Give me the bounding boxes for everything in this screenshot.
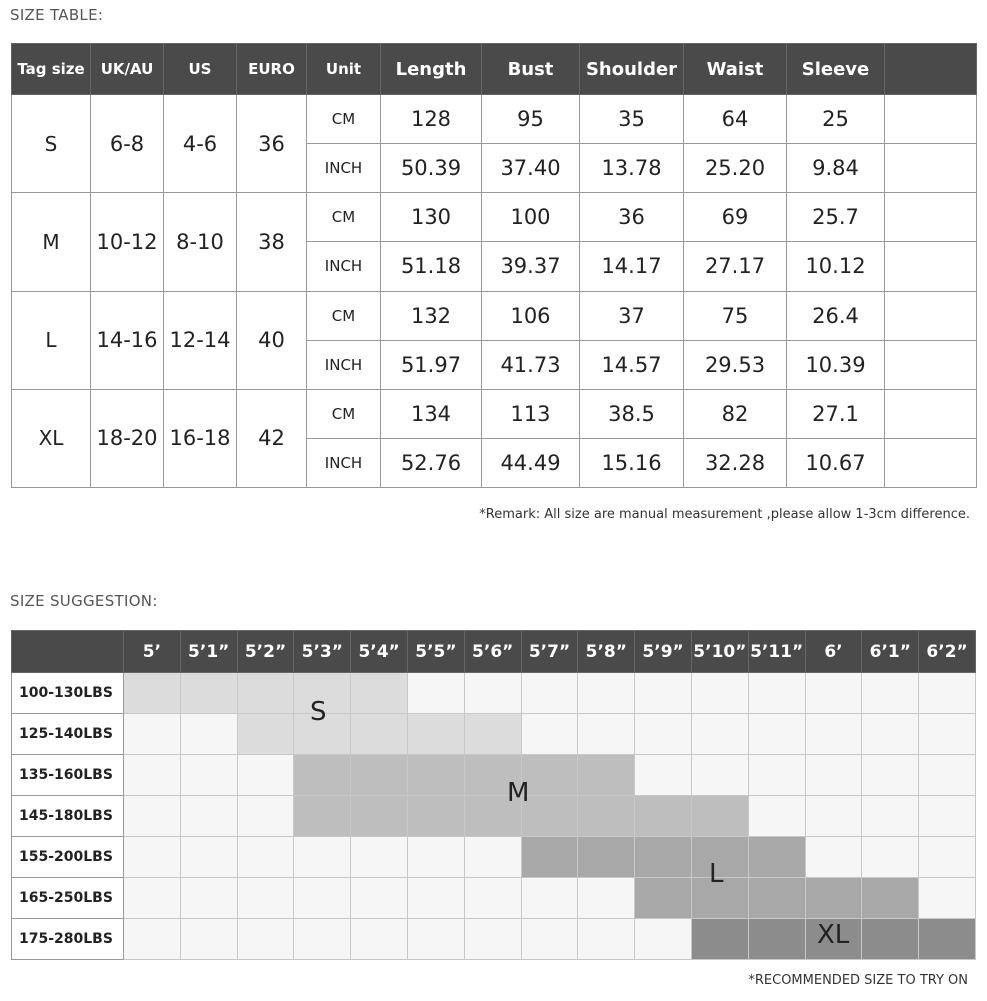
measurement-cell: 106 (482, 291, 580, 340)
grid-cell (805, 878, 862, 919)
grid-cell (635, 755, 692, 796)
size-table-header-row (12, 44, 977, 95)
grid-cell (237, 919, 294, 960)
grid-cell (635, 919, 692, 960)
grid-cell (124, 714, 181, 755)
measurement-cell: 113 (482, 389, 580, 438)
grid-cell (805, 755, 862, 796)
grid-cell (748, 755, 805, 796)
header-tag-size: Tag size (12, 44, 91, 95)
grid-cell (407, 837, 464, 878)
unit-cell: CM (307, 95, 381, 144)
measurement-cell: 44.49 (482, 438, 580, 487)
grid-cell (407, 714, 464, 755)
grid-cell (351, 673, 408, 714)
grid-cell (919, 796, 976, 837)
grid-cell (635, 878, 692, 919)
header-bust: Bust (482, 44, 580, 95)
size-suggestion-remark: *RECOMMENDED SIZE TO TRY ON (748, 973, 968, 988)
grid-cell (919, 714, 976, 755)
weight-label: 135-160LBS (12, 755, 124, 796)
measurement-cell: 10.67 (787, 438, 885, 487)
measurement-cell: 36 (580, 193, 684, 242)
measurement-cell: 130 (381, 193, 482, 242)
grid-cell (578, 796, 635, 837)
measurement-cell: 95 (482, 95, 580, 144)
header-ukau: UK/AU (91, 44, 164, 95)
height-header-row (12, 631, 976, 673)
grid-cell (805, 837, 862, 878)
height-header: 6’ (805, 631, 862, 673)
measurement-cell: 38.5 (580, 389, 684, 438)
measurement-cell: 27.1 (787, 389, 885, 438)
height-header: 5’3” (294, 631, 351, 673)
empty-cell (885, 193, 977, 242)
grid-cell (237, 796, 294, 837)
grid-cell (919, 755, 976, 796)
size-row-cm (12, 95, 977, 144)
measurement-cell: 14.17 (580, 242, 684, 291)
grid-cell (805, 673, 862, 714)
grid-cell (464, 919, 521, 960)
weight-label: 125-140LBS (12, 714, 124, 755)
measurement-cell: 41.73 (482, 340, 580, 389)
measurement-cell: 64 (684, 95, 787, 144)
grid-cell (805, 714, 862, 755)
measurement-cell: 37 (580, 291, 684, 340)
measurement-cell: 27.17 (684, 242, 787, 291)
grid-cell (521, 673, 578, 714)
grid-cell (180, 755, 237, 796)
grid-cell (635, 714, 692, 755)
grid-cell (578, 755, 635, 796)
grid-cell (407, 796, 464, 837)
empty-cell (885, 144, 977, 193)
unit-cell: INCH (307, 438, 381, 487)
tag-size-cell: M (12, 193, 91, 291)
grid-cell (124, 919, 181, 960)
measurement-cell: 50.39 (381, 144, 482, 193)
grid-cell (691, 919, 748, 960)
grid-cell (351, 714, 408, 755)
height-header: 5’1” (180, 631, 237, 673)
grid-cell (578, 919, 635, 960)
weight-row (12, 673, 976, 714)
measurement-cell: 39.37 (482, 242, 580, 291)
grid-cell (237, 878, 294, 919)
unit-cell: INCH (307, 242, 381, 291)
grid-cell (521, 796, 578, 837)
grid-cell (407, 673, 464, 714)
measurement-cell: 25.20 (684, 144, 787, 193)
grid-cell (748, 796, 805, 837)
measurement-cell: 51.18 (381, 242, 482, 291)
grid-cell (919, 878, 976, 919)
grid-cell (464, 837, 521, 878)
tag-size-cell: L (12, 291, 91, 389)
grid-cell (237, 837, 294, 878)
measurement-cell: 10.39 (787, 340, 885, 389)
grid-cell (294, 796, 351, 837)
header-unit: Unit (307, 44, 381, 95)
weight-row (12, 878, 976, 919)
measurement-cell: 29.53 (684, 340, 787, 389)
empty-cell (885, 95, 977, 144)
measurement-cell: 10.12 (787, 242, 885, 291)
height-header: 5’9” (635, 631, 692, 673)
measurement-cell: 134 (381, 389, 482, 438)
grid-cell (578, 837, 635, 878)
height-header: 5’ (124, 631, 181, 673)
grid-cell (748, 714, 805, 755)
grid-cell (748, 673, 805, 714)
grid-cell (862, 878, 919, 919)
weight-row (12, 755, 976, 796)
grid-cell (521, 837, 578, 878)
grid-cell (180, 919, 237, 960)
grid-cell (635, 837, 692, 878)
empty-cell (885, 291, 977, 340)
us-cell: 4-6 (164, 95, 237, 193)
grid-cell (464, 673, 521, 714)
grid-cell (237, 673, 294, 714)
grid-cell (635, 796, 692, 837)
grid-cell (294, 919, 351, 960)
grid-cell (180, 837, 237, 878)
grid-cell (351, 919, 408, 960)
empty-cell (885, 438, 977, 487)
grid-cell (748, 919, 805, 960)
grid-cell (237, 755, 294, 796)
grid-cell (919, 919, 976, 960)
header-shoulder: Shoulder (580, 44, 684, 95)
empty-cell (885, 340, 977, 389)
grid-cell (351, 755, 408, 796)
unit-cell: INCH (307, 340, 381, 389)
grid-cell (691, 755, 748, 796)
grid-cell (124, 755, 181, 796)
grid-cell (862, 755, 919, 796)
grid-cell (464, 878, 521, 919)
size-suggestion-grid (11, 630, 976, 960)
measurement-cell: 25.7 (787, 193, 885, 242)
size-row-cm (12, 193, 977, 242)
height-header: 6’2” (919, 631, 976, 673)
height-header: 5’5” (407, 631, 464, 673)
height-header: 6’1” (862, 631, 919, 673)
size-suggestion-title: SIZE SUGGESTION: (10, 592, 158, 610)
grid-cell (464, 714, 521, 755)
grid-cell (180, 796, 237, 837)
grid-cell (351, 796, 408, 837)
unit-cell: CM (307, 291, 381, 340)
euro-cell: 36 (237, 95, 307, 193)
euro-cell: 42 (237, 389, 307, 487)
measurement-cell: 15.16 (580, 438, 684, 487)
corner-cell (12, 631, 124, 673)
weight-row (12, 714, 976, 755)
euro-cell: 40 (237, 291, 307, 389)
height-header: 5’10” (691, 631, 748, 673)
grid-cell (521, 755, 578, 796)
us-cell: 12-14 (164, 291, 237, 389)
grid-cell (862, 796, 919, 837)
size-row-cm (12, 291, 977, 340)
grid-cell (351, 878, 408, 919)
weight-label: 100-130LBS (12, 673, 124, 714)
header-empty (885, 44, 977, 95)
header-euro: EURO (237, 44, 307, 95)
grid-cell (407, 878, 464, 919)
grid-cell (635, 673, 692, 714)
size-table-title: SIZE TABLE: (10, 6, 104, 24)
grid-cell (521, 878, 578, 919)
grid-cell (237, 714, 294, 755)
measurement-cell: 25 (787, 95, 885, 144)
unit-cell: INCH (307, 144, 381, 193)
measurement-cell: 69 (684, 193, 787, 242)
measurement-cell: 26.4 (787, 291, 885, 340)
measurement-cell: 13.78 (580, 144, 684, 193)
measurement-cell: 9.84 (787, 144, 885, 193)
grid-cell (691, 714, 748, 755)
header-waist: Waist (684, 44, 787, 95)
tag-size-cell: XL (12, 389, 91, 487)
size-table-remark: *Remark: All size are manual measurement ,please allow 1-3cm difference. (479, 507, 970, 522)
measurement-cell: 132 (381, 291, 482, 340)
grid-cell (180, 673, 237, 714)
weight-label: 165-250LBS (12, 878, 124, 919)
region-label-m: M (507, 778, 530, 808)
grid-cell (691, 673, 748, 714)
header-sleeve: Sleeve (787, 44, 885, 95)
grid-cell (180, 714, 237, 755)
measurement-cell: 32.28 (684, 438, 787, 487)
grid-cell (294, 755, 351, 796)
grid-cell (578, 714, 635, 755)
region-label-xl: XL (817, 920, 850, 950)
grid-cell (578, 673, 635, 714)
region-label-s: S (310, 697, 327, 727)
euro-cell: 38 (237, 193, 307, 291)
tag-size-cell: S (12, 95, 91, 193)
region-label-l: L (709, 859, 724, 889)
grid-cell (180, 878, 237, 919)
grid-cell (862, 714, 919, 755)
grid-cell (124, 878, 181, 919)
grid-cell (407, 755, 464, 796)
size-table (11, 43, 977, 488)
height-header: 5’2” (237, 631, 294, 673)
measurement-cell: 82 (684, 389, 787, 438)
height-header: 5’4” (351, 631, 408, 673)
measurement-cell: 52.76 (381, 438, 482, 487)
header-us: US (164, 44, 237, 95)
height-header: 5’6” (464, 631, 521, 673)
grid-cell (124, 796, 181, 837)
grid-cell (919, 837, 976, 878)
grid-cell (748, 878, 805, 919)
ukau-cell: 14-16 (91, 291, 164, 389)
empty-cell (885, 242, 977, 291)
grid-cell (351, 837, 408, 878)
unit-cell: CM (307, 389, 381, 438)
header-length: Length (381, 44, 482, 95)
grid-cell (919, 673, 976, 714)
weight-row (12, 796, 976, 837)
measurement-cell: 35 (580, 95, 684, 144)
empty-cell (885, 389, 977, 438)
size-row-cm (12, 389, 977, 438)
ukau-cell: 6-8 (91, 95, 164, 193)
grid-cell (805, 796, 862, 837)
grid-cell (521, 919, 578, 960)
grid-cell (862, 673, 919, 714)
grid-cell (124, 673, 181, 714)
grid-cell (294, 837, 351, 878)
measurement-cell: 75 (684, 291, 787, 340)
grid-cell (578, 878, 635, 919)
unit-cell: CM (307, 193, 381, 242)
measurement-cell: 100 (482, 193, 580, 242)
height-header: 5’8” (578, 631, 635, 673)
weight-label: 155-200LBS (12, 837, 124, 878)
grid-cell (862, 837, 919, 878)
measurement-cell: 51.97 (381, 340, 482, 389)
measurement-cell: 128 (381, 95, 482, 144)
grid-cell (748, 837, 805, 878)
us-cell: 8-10 (164, 193, 237, 291)
measurement-cell: 37.40 (482, 144, 580, 193)
weight-row (12, 837, 976, 878)
measurement-cell: 14.57 (580, 340, 684, 389)
grid-cell (407, 919, 464, 960)
grid-cell (294, 878, 351, 919)
height-header: 5’7” (521, 631, 578, 673)
us-cell: 16-18 (164, 389, 237, 487)
grid-cell (124, 837, 181, 878)
weight-label: 145-180LBS (12, 796, 124, 837)
grid-cell (521, 714, 578, 755)
ukau-cell: 18-20 (91, 389, 164, 487)
height-header: 5’11” (748, 631, 805, 673)
grid-cell (862, 919, 919, 960)
weight-label: 175-280LBS (12, 919, 124, 960)
ukau-cell: 10-12 (91, 193, 164, 291)
grid-cell (691, 796, 748, 837)
